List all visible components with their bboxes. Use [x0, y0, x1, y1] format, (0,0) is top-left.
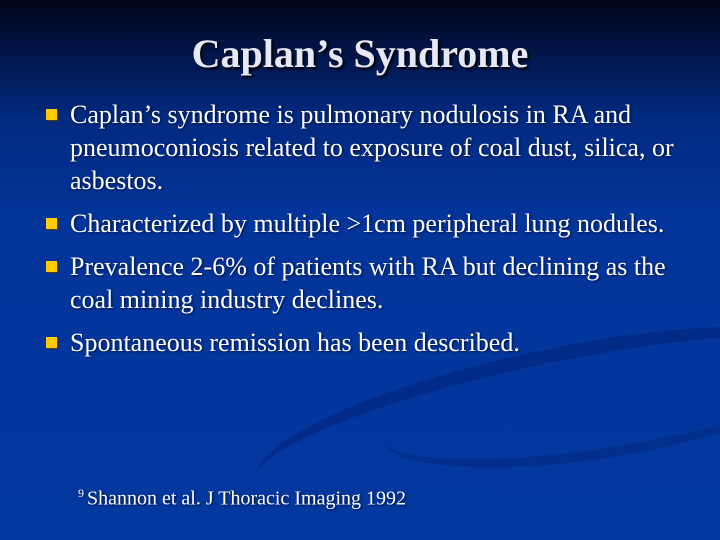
bullet-item: [44, 207, 684, 240]
square-bullet-icon: [46, 337, 57, 348]
slide-title: Caplan’s Syndrome: [191, 31, 529, 76]
bullet-item: [44, 326, 684, 359]
square-bullet-icon: [46, 218, 57, 229]
bullet-text: Characterized by multiple >1cm peripheral lung nodules.: [70, 209, 665, 238]
bullet-list: [44, 98, 684, 369]
citation: [78, 486, 406, 511]
citation-text: Shannon et al. J Thoracic Imaging 1992: [87, 487, 407, 510]
square-bullet-icon: [46, 109, 57, 120]
square-bullet-icon: [46, 261, 57, 272]
bullet-item: [44, 250, 684, 316]
bullet-item: [44, 98, 684, 197]
bullet-text: Prevalence 2-6% of patients with RA but declining as the coal mining industry declines.: [70, 252, 666, 314]
bullet-text: Spontaneous remission has been described.: [70, 328, 520, 357]
bullet-text: Caplan’s syndrome is pulmonary nodulosis in RA and pneumoconiosis related to exposure of coal dust, silica, or asbestos.: [70, 100, 674, 195]
citation-number: 9: [78, 486, 84, 500]
